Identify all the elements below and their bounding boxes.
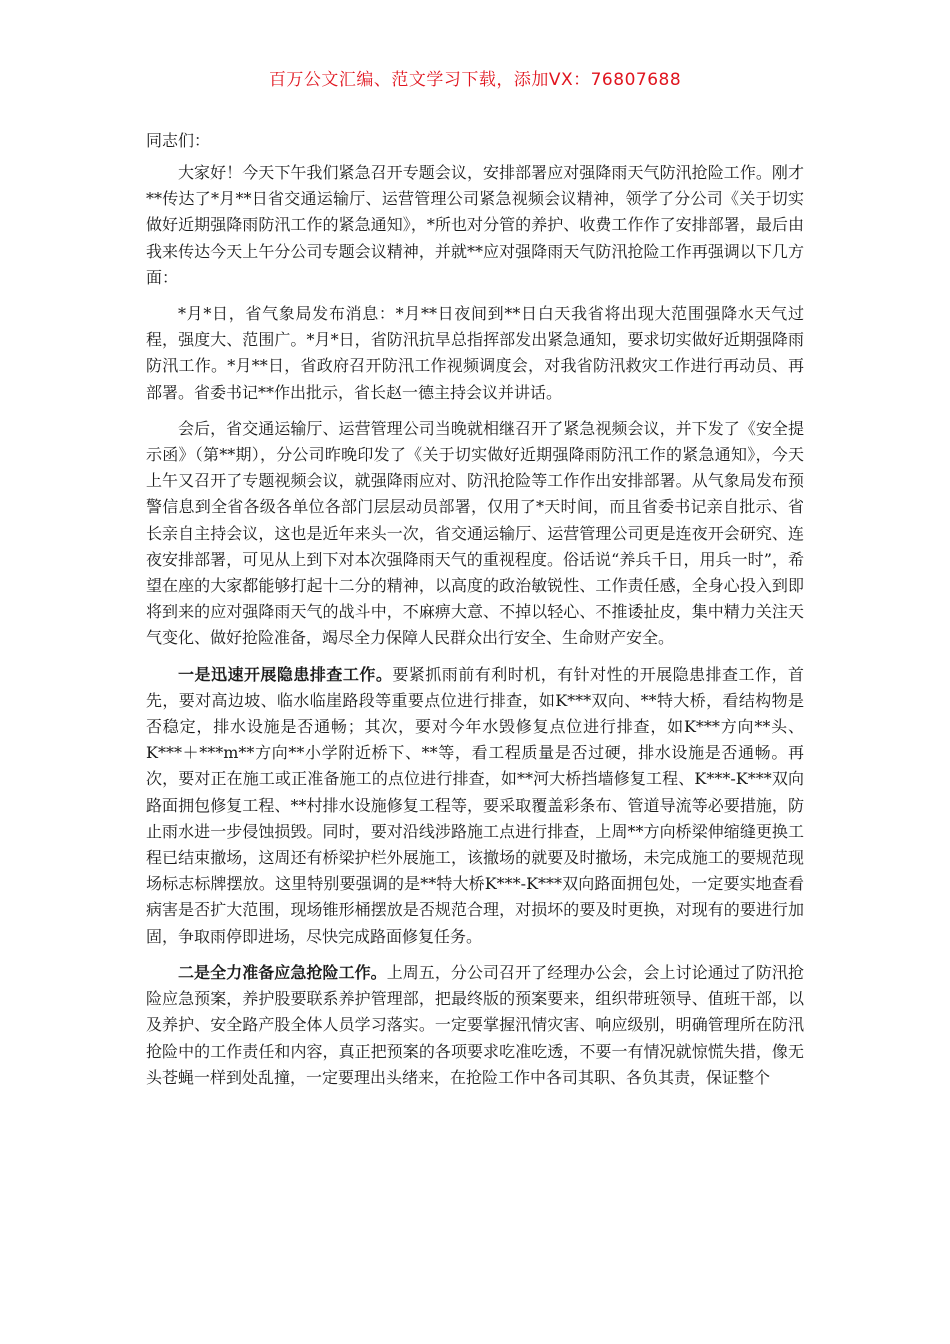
paragraph-lead: 一是迅速开展隐患排查工作。	[178, 664, 393, 684]
paragraph-meeting-followup	[146, 416, 804, 652]
salutation: 同志们：	[146, 131, 211, 150]
paragraph-weather-notice	[146, 301, 804, 406]
paragraph-opening	[146, 160, 804, 291]
paragraph-text: *月*日，省气象局发布消息：*月**日夜间到**日白天我省将出现大范围强降水天气过程，强度大、范围广。*月*日，省防汛抗旱总指挥部发出紧急通知，要求切实做好近期强降雨防汛工作。*月**日，省政府召开防汛工作视频调度会，对我省防汛救灾工作进行再动员、再部署。省委书记**作出批示，省长赵一德主持会议并讲话。	[146, 304, 804, 402]
paragraph-text: 会后，省交通运输厅、运营管理公司当晚就相继召开了紧急视频会议，并下发了《安全提示函》（第**期），分公司昨晚印发了《关于切实做好近期强降雨防汛工作的紧急通知》，今天上午又召开了专题视频会议，就强降雨应对、防汛抢险等工作作出安排部署。从气象局发布预警信息到全省各级各单位各部门层层动员部署，仅用了*天时间，而且省委书记亲自批示、省长亲自主持会议，这也是近年来头一次，省交通运输厅、运营管理公司更是连夜开会研究、连夜安排部署，可见从上到下对本次强降雨天气的重视程度。俗话说“养兵千日，用兵一时”，希望在座的大家都能够打起十二分的精神，以高度的政治敏锐性、工作责任感，全身心投入到即将到来的应对强降雨天气的战斗中，不麻痹大意、不掉以轻心、不推诿扯皮，集中精力关注天气变化、做好抢险准备，竭尽全力保障人民群众出行安全、生命财产安全。	[146, 418, 804, 648]
paragraph-text: 要紧抓雨前有利时机，有针对性的开展隐患排查工作，首先，要对高边坡、临水临崖路段等重要点位进行排查，如K***双向、**特大桥，看结构物是否稳定，排水设施是否通畅；其次，要对今年水毁修复点位进行排查，如K***方向**头、K***＋***m**方向**小学附近桥下、**等，看工程质量是否过硬，排水设施是否通畅。再次，要对正在施工或正准备施工的点位进行排查，如**河大桥挡墙修复工程、K***-K***双向路面拥包修复工程、**村排水设施修复工程等，要采取覆盖彩条布、管道导流等必要措施，防止雨水进一步侵蚀损毁。同时，要对沿线涉路施工点进行排查，上周**方向桥梁伸缩缝更换工程已结束撤场，这周还有桥梁护栏外展施工，该撤场的就要及时撤场，未完成施工的要规范现场标志标牌摆放。这里特别要强调的是**特大桥K***-K***双向路面拥包处，一定要实地查看病害是否扩大范围，现场锥形桶摆放是否规范合理，对损坏的要及时更换，对现有的要进行加固，争取雨停即进场，尽快完成路面修复任务。	[146, 664, 804, 946]
paragraph-text: 上周五，分公司召开了经理办公会，会上讨论通过了防汛抢险应急预案，养护股要联系养护管理部，把最终版的预案要来，组织带班领导、值班干部，以及养护、安全路产股全体人员学习落实。一定要掌握汛情灾害、响应级别，明确管理所在防汛抢险中的工作责任和内容，真正把预案的各项要求吃准吃透，不要一有情况就惊慌失措，像无头苍蝇一样到处乱撞，一定要理出头绪来，在抢险工作中各司其职、各负其责，保证整个	[146, 962, 804, 1087]
paragraph-text: 大家好！今天下午我们紧急召开专题会议，安排部署应对强降雨天气防汛抢险工作。刚才**传达了*月**日省交通运输厅、运营管理公司紧急视频会议精神，领学了分公司《关于切实做好近期强降雨防汛工作的紧急通知》，*所也对分管的养护、收费工作作了安排部署，最后由我来传达今天上午分公司专题会议精神，并就**应对强降雨天气防汛抢险工作再强调以下几方面：	[146, 163, 804, 287]
paragraph-hazard-inspection	[146, 662, 804, 950]
paragraph-lead: 二是全力准备应急抢险工作。	[178, 962, 387, 982]
watermark-header: 百万公文汇编、范文学习下载，添加VX：76807688	[268, 70, 682, 90]
paragraph-emergency-prep	[146, 960, 804, 1091]
document-body	[146, 128, 804, 1101]
